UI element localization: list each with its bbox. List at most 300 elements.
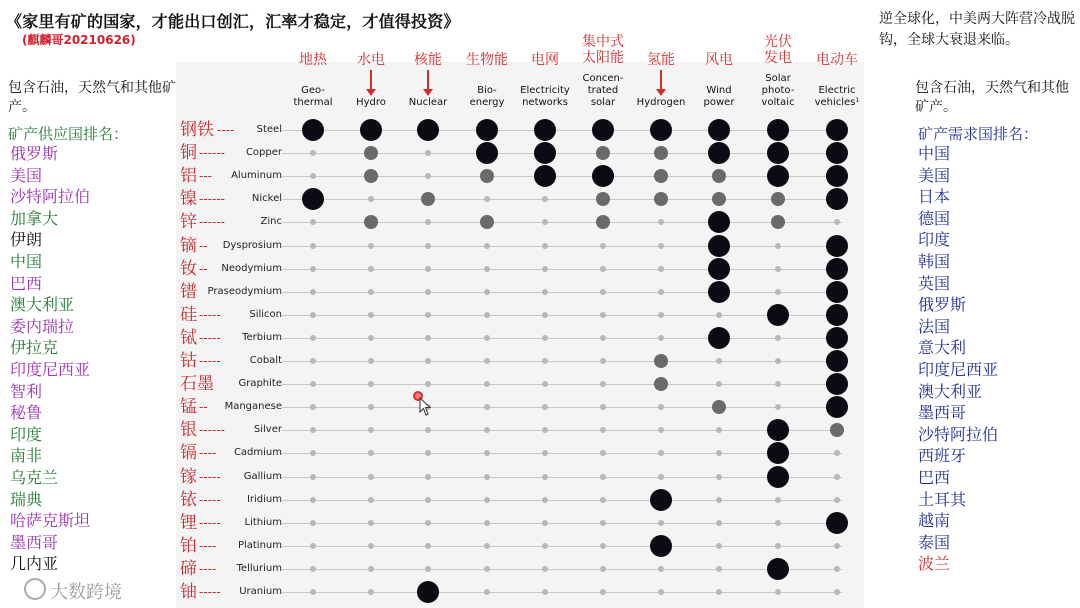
importance-dot [826, 281, 848, 303]
importance-dot [421, 192, 435, 206]
importance-dot [600, 243, 606, 249]
importance-dot [826, 258, 848, 280]
tech-label-cn: 风电 [705, 52, 733, 68]
importance-dot [600, 312, 606, 318]
importance-dot [310, 266, 316, 272]
metal-leader-dash: -- [199, 400, 208, 415]
metal-name-cn: 镍 [180, 189, 197, 210]
page-subtitle: (麒麟哥20210626) [22, 33, 136, 47]
row-gridline [282, 384, 842, 385]
metal-leader-dash: ----- [199, 307, 221, 322]
importance-dot [310, 566, 316, 572]
metal-name-cn: 镉 [180, 443, 197, 464]
metal-name-cn: 锌 [180, 212, 197, 233]
metal-leader-dash: ------ [199, 192, 225, 207]
demand-heading: 矿产需求国排名： [918, 125, 1039, 143]
importance-dot [542, 404, 548, 410]
importance-dot [716, 358, 722, 364]
importance-dot [716, 450, 722, 456]
metal-name-en: Steel [256, 124, 282, 135]
importance-dot [600, 358, 606, 364]
importance-dot [534, 165, 556, 187]
importance-dot [826, 327, 848, 349]
importance-dot [596, 192, 610, 206]
importance-dot [425, 219, 431, 225]
importance-dot [771, 215, 785, 229]
importance-dot [425, 173, 431, 179]
tech-label-en: Nuclear [408, 97, 448, 108]
importance-dot [650, 119, 672, 141]
importance-dot [712, 192, 726, 206]
importance-dot [310, 589, 316, 595]
importance-dot [767, 558, 789, 580]
tech-label-cn: 氢能 [647, 52, 675, 68]
importance-dot [826, 165, 848, 187]
importance-dot [708, 211, 730, 233]
importance-dot [708, 142, 730, 164]
importance-dot [767, 142, 789, 164]
supply-heading: 矿产供应国排名： [8, 125, 129, 143]
metal-name-cn: 铜 [180, 143, 197, 164]
tech-label-cn: 光伏 发电 [764, 34, 792, 66]
metal-leader-dash: ----- [199, 492, 221, 507]
importance-dot [425, 450, 431, 456]
importance-dot [708, 281, 730, 303]
importance-dot [592, 119, 614, 141]
metal-leader-dash: ----- [199, 585, 221, 599]
metal-name-cn: 钕 [180, 258, 197, 279]
metal-name-en: Manganese [224, 401, 282, 413]
metal-leader-dash: ----- [199, 330, 221, 345]
importance-dot [534, 119, 556, 141]
importance-dot [600, 266, 606, 272]
importance-dot [654, 192, 668, 206]
importance-dot [542, 381, 548, 387]
importance-dot [425, 358, 431, 364]
metal-leader-dash: ----- [199, 354, 221, 368]
importance-dot [484, 450, 490, 456]
watermark: 大数跨境 [50, 582, 122, 603]
tech-label-cn: 电网 [531, 52, 559, 68]
metal-name-cn: 锂 [180, 512, 197, 533]
metal-name-cn: 铽 [180, 327, 197, 348]
importance-dot [775, 381, 781, 387]
importance-dot [368, 427, 374, 433]
importance-dot [658, 474, 664, 480]
tech-label-cn: 集中式 太阳能 [582, 34, 624, 66]
importance-dot [368, 243, 374, 249]
supply-country: 中国 [10, 252, 43, 271]
importance-dot [310, 381, 316, 387]
importance-dot [771, 192, 785, 206]
importance-dot [654, 169, 668, 183]
row-gridline [282, 199, 842, 200]
demand-country: 印度 [918, 230, 951, 250]
importance-dot [712, 169, 726, 183]
importance-dot [600, 566, 606, 572]
metal-name-cn: 镨 [180, 281, 197, 302]
metal-name-cn: 银 [180, 420, 197, 441]
importance-dot [310, 497, 316, 503]
metal-name-cn: 镓 [180, 466, 197, 487]
pointer-icon [419, 397, 433, 417]
importance-dot [310, 150, 316, 156]
importance-dot [826, 373, 848, 395]
metal-name-en: Nickel [251, 193, 282, 205]
metal-name-en: Neodymium [221, 262, 282, 274]
importance-dot [826, 304, 848, 326]
importance-dot [360, 119, 382, 141]
importance-dot [775, 335, 781, 341]
importance-dot [654, 146, 668, 160]
tech-label-en: Hydrogen [636, 97, 686, 108]
importance-dot [542, 543, 548, 549]
demand-country: 波兰 [918, 554, 951, 574]
row-gridline [282, 500, 842, 501]
importance-dot [310, 312, 316, 318]
importance-dot [542, 520, 548, 526]
metal-name-en: Cadmium [233, 447, 282, 459]
metal-name-cn: 石墨 [180, 374, 214, 395]
metal-name-en: Platinum [237, 539, 282, 551]
importance-dot [542, 219, 548, 225]
row-gridline [282, 315, 842, 316]
metal-name-en: Uranium [239, 586, 282, 597]
demand-country: 美国 [918, 165, 951, 185]
importance-dot [480, 169, 494, 183]
supply-country: 印度尼西亚 [10, 360, 91, 379]
supply-country: 美国 [10, 165, 43, 185]
watermark-logo-icon [24, 578, 46, 600]
importance-dot [658, 566, 664, 572]
importance-dot [658, 520, 664, 526]
metal-leader-dash: ----- [199, 515, 221, 530]
importance-dot [834, 474, 840, 480]
tech-label-en: Electric vehicles¹ [814, 85, 860, 108]
demand-country: 越南 [918, 511, 951, 531]
importance-dot [542, 566, 548, 572]
supply-country: 加拿大 [10, 208, 59, 228]
importance-dot [364, 215, 378, 229]
importance-dot [658, 450, 664, 456]
metal-name-en: Praseodymium [207, 285, 282, 297]
down-arrow-icon [370, 70, 372, 92]
metal-leader-dash: -- [199, 261, 208, 276]
importance-dot [658, 289, 664, 295]
supply-country: 巴西 [10, 273, 43, 293]
supply-country: 澳大利亚 [10, 295, 75, 315]
importance-dot [310, 358, 316, 364]
importance-dot [596, 215, 610, 229]
importance-dot [600, 381, 606, 387]
demand-country: 巴西 [918, 468, 951, 487]
supply-country: 乌克兰 [10, 468, 59, 487]
importance-dot [834, 589, 840, 595]
importance-dot [484, 312, 490, 318]
supply-country: 南非 [10, 446, 43, 466]
metal-leader-dash: ---- [199, 538, 217, 553]
importance-dot [600, 289, 606, 295]
demand-country: 墨西哥 [918, 403, 967, 423]
importance-dot [425, 474, 431, 480]
importance-dot [425, 520, 431, 526]
importance-dot [484, 520, 490, 526]
importance-dot [310, 543, 316, 549]
row-gridline [282, 569, 842, 570]
tech-label-en: Solar photo- voltaic [761, 73, 795, 108]
importance-dot [767, 119, 789, 141]
row-gridline [282, 407, 842, 408]
supply-country: 沙特阿拉伯 [10, 187, 91, 207]
importance-dot [542, 312, 548, 318]
importance-dot [425, 427, 431, 433]
importance-dot [712, 400, 726, 414]
importance-dot [716, 589, 722, 595]
importance-dot [310, 173, 316, 179]
importance-dot [775, 520, 781, 526]
metal-leader-dash: ---- [199, 446, 217, 461]
importance-dot [484, 404, 490, 410]
metal-name-en: Dysprosium [222, 239, 282, 251]
importance-dot [600, 335, 606, 341]
importance-dot [826, 350, 848, 372]
importance-dot [654, 354, 668, 368]
importance-dot [484, 266, 490, 272]
importance-dot [716, 497, 722, 503]
importance-dot [600, 543, 606, 549]
importance-dot [310, 335, 316, 341]
importance-dot [600, 474, 606, 480]
importance-dot [708, 119, 730, 141]
importance-dot [716, 543, 722, 549]
importance-dot [368, 450, 374, 456]
importance-dot [600, 404, 606, 410]
importance-dot [600, 497, 606, 503]
tech-label-cn: 电动车 [816, 52, 858, 68]
importance-dot [775, 289, 781, 295]
supply-intro: 包含石油，天然气和其他矿产。 [8, 80, 176, 115]
down-arrow-icon [427, 70, 429, 92]
importance-dot [425, 497, 431, 503]
supply-country: 智利 [10, 381, 43, 401]
importance-dot [417, 581, 439, 603]
tech-label-cn: 水电 [357, 52, 385, 68]
importance-dot [542, 358, 548, 364]
importance-dot [600, 427, 606, 433]
importance-dot [542, 196, 548, 202]
importance-dot [658, 335, 664, 341]
importance-dot [310, 243, 316, 249]
importance-dot [658, 266, 664, 272]
importance-dot [534, 142, 556, 164]
importance-dot [310, 404, 316, 410]
metal-leader-dash: ---- [217, 123, 235, 137]
importance-dot [834, 219, 840, 225]
metal-name-cn: 锰 [180, 397, 197, 418]
importance-dot [767, 442, 789, 464]
metal-name-cn: 铝 [180, 166, 197, 187]
importance-dot [826, 188, 848, 210]
importance-dot [302, 188, 324, 210]
importance-dot [484, 427, 490, 433]
row-gridline [282, 592, 842, 593]
importance-dot [650, 489, 672, 511]
importance-dot [364, 146, 378, 160]
importance-dot [775, 358, 781, 364]
metal-leader-dash: ------ [199, 146, 225, 161]
importance-dot [310, 219, 316, 225]
row-gridline [282, 453, 842, 454]
importance-dot [834, 543, 840, 549]
demand-country: 澳大利亚 [918, 381, 983, 401]
importance-dot [716, 520, 722, 526]
importance-dot [775, 266, 781, 272]
metal-name-cn: 硅 [180, 304, 197, 325]
importance-dot [716, 381, 722, 387]
importance-dot [425, 266, 431, 272]
metal-name-en: Copper [245, 147, 282, 159]
demand-country: 法国 [918, 316, 951, 336]
importance-dot [484, 335, 490, 341]
importance-dot [484, 543, 490, 549]
importance-dot [542, 589, 548, 595]
importance-dot [364, 169, 378, 183]
row-gridline [282, 361, 842, 362]
importance-dot [775, 404, 781, 410]
demand-country: 沙特阿拉伯 [918, 424, 999, 444]
importance-dot [767, 419, 789, 441]
importance-dot [767, 466, 789, 488]
importance-dot [425, 243, 431, 249]
importance-dot [716, 427, 722, 433]
importance-dot [542, 335, 548, 341]
importance-dot [425, 566, 431, 572]
tech-label-cn: 生物能 [466, 52, 508, 68]
metal-name-en: Silicon [249, 308, 282, 320]
importance-dot [368, 266, 374, 272]
importance-dot [708, 258, 730, 280]
importance-dot [368, 312, 374, 318]
supply-country: 秘鲁 [10, 403, 43, 423]
metal-name-en: Silver [253, 424, 282, 436]
importance-dot [826, 119, 848, 141]
importance-dot [542, 289, 548, 295]
importance-dot [658, 312, 664, 318]
importance-dot [368, 335, 374, 341]
tech-label-cn: 地热 [299, 52, 327, 68]
importance-dot [368, 358, 374, 364]
metal-name-en: Terbium [242, 331, 282, 343]
row-gridline [282, 477, 842, 478]
importance-dot [484, 497, 490, 503]
importance-dot [484, 243, 490, 249]
demand-country: 俄罗斯 [918, 295, 967, 315]
importance-dot [830, 423, 844, 437]
row-gridline [282, 430, 842, 431]
demand-country: 意大利 [918, 338, 967, 358]
row-gridline [282, 338, 842, 339]
importance-dot [775, 589, 781, 595]
importance-dot [484, 474, 490, 480]
metal-name-cn: 镝 [180, 235, 197, 256]
importance-dot [310, 450, 316, 456]
importance-dot [826, 235, 848, 257]
importance-dot [484, 381, 490, 387]
importance-dot [484, 289, 490, 295]
importance-dot [654, 377, 668, 391]
importance-dot [368, 404, 374, 410]
importance-dot [368, 566, 374, 572]
metal-leader-dash: -- [199, 238, 208, 253]
importance-dot [425, 150, 431, 156]
importance-dot [484, 196, 490, 202]
metal-name-en: Iridium [246, 493, 282, 505]
importance-dot [775, 543, 781, 549]
importance-dot [310, 427, 316, 433]
metal-name-en: Lithium [244, 516, 282, 528]
tech-label-cn: 核能 [414, 52, 442, 68]
demand-intro: 包含石油，天然气和其他矿产。 [915, 80, 1069, 115]
demand-country: 泰国 [918, 532, 951, 552]
supply-country: 印度 [10, 424, 43, 444]
demand-country: 日本 [918, 187, 951, 207]
tech-label-en: Bio- energy [469, 85, 505, 108]
importance-dot [658, 589, 664, 595]
tech-label-en: Geo- thermal [293, 85, 333, 108]
demand-country: 西班牙 [918, 446, 967, 466]
demand-country: 德国 [918, 208, 951, 228]
importance-dot [310, 289, 316, 295]
importance-dot [592, 165, 614, 187]
demand-country: 英国 [918, 273, 951, 293]
supply-country: 哈萨克斯坦 [10, 511, 91, 531]
importance-dot [368, 543, 374, 549]
importance-dot [425, 543, 431, 549]
importance-dot [542, 450, 548, 456]
metal-name-cn: 钢铁 [180, 120, 214, 140]
importance-dot [542, 497, 548, 503]
metal-name-en: Cobalt [249, 355, 282, 366]
down-arrow-icon [660, 70, 662, 92]
importance-dot [368, 474, 374, 480]
demand-country: 印度尼西亚 [918, 360, 999, 379]
metal-name-en: Aluminum [231, 170, 282, 182]
importance-dot [302, 119, 324, 141]
importance-dot [368, 381, 374, 387]
importance-dot [368, 520, 374, 526]
metal-name-cn: 碲 [180, 558, 197, 579]
supply-country: 俄罗斯 [10, 144, 59, 163]
importance-dot [425, 312, 431, 318]
metal-name-en: Gallium [243, 470, 282, 482]
importance-dot [716, 312, 722, 318]
page-title: 《家里有矿的国家，才能出口创汇，汇率才稳定，才值得投资》 [6, 12, 460, 31]
row-gridline [282, 292, 842, 293]
supply-country: 伊拉克 [10, 338, 59, 358]
metal-leader-dash: ------ [199, 423, 225, 438]
importance-dot [484, 358, 490, 364]
importance-dot [708, 327, 730, 349]
metal-name-cn: 铀 [180, 582, 197, 602]
metal-name-cn: 铱 [180, 489, 197, 510]
importance-dot [310, 474, 316, 480]
metal-leader-dash: ----- [199, 469, 221, 484]
importance-dot [484, 589, 490, 595]
importance-dot [767, 304, 789, 326]
importance-dot [600, 450, 606, 456]
importance-dot [775, 497, 781, 503]
importance-dot [310, 520, 316, 526]
